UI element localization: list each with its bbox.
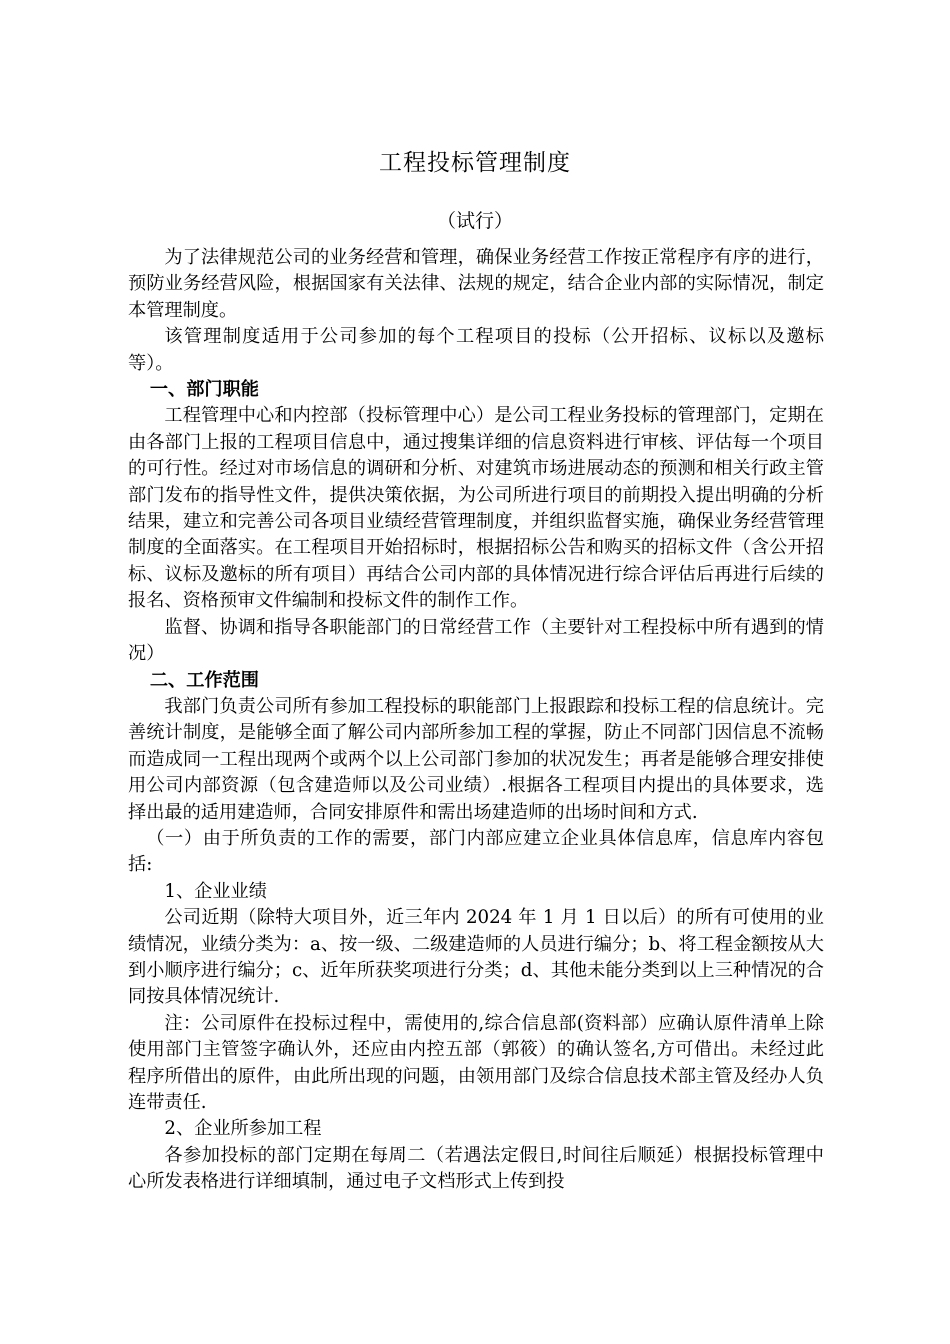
subsection-paragraph: （一）由于所负责的工作的需要，部门内部应建立企业具体信息库，信息库内容包括:: [128, 827, 824, 876]
document-body: [128, 245, 824, 1196]
body-paragraph: 1、企业业绩: [164, 880, 267, 902]
section-heading: 一、部门职能: [149, 379, 259, 401]
body-paragraph: 公司近期（除特大项目外，近三年内 2024 年 1 月 1 日以后）的所有可使用的业绩情况，业绩分类为：a、按一级、二级建造师的人员进行编分；b、将工程金额按从大到小顺序进行编分；c、近年所获奖项进行分类；d、其他未能分类到以上三种情况的合同按具体情况统计.: [128, 907, 824, 1008]
body-paragraph: 注：公司原件在投标过程中，需使用的,综合信息部(资料部）应确认原件清单上除使用部门主管签字确认外，还应由内控五部（郭筱）的确认签名,方可借出。未经过此程序所借出的原件，由此所出现的问题，由领用部门及综合信息技术部主管及经办人负连带责任.: [128, 1012, 824, 1113]
body-paragraph: 2、企业所参加工程: [164, 1118, 322, 1140]
body-paragraph: 各参加投标的部门定期在每周二（若遇法定假日,时间往后顺延）根据投标管理中心所发表格进行详细填制，通过电子文档形式上传到投: [128, 1144, 824, 1193]
section-heading: 二、工作范围: [149, 669, 259, 691]
body-paragraph: 我部门负责公司所有参加工程投标的职能部门上报跟踪和投标工程的信息统计。完善统计制度，是能够全面了解公司内部所参加工程的掌握，防止不同部门因信息不流畅而造成同一工程出现两个或两个以上公司部门参加的状况发生；再者是能够合理安排使用公司内部资源（包含建造师以及公司业绩）.根据各工程项目内提出的具体要求，选择出最的适用建造师，合同安排原件和需出场建造师的出场时间和方式.: [128, 695, 824, 823]
document-subtitle: （试行）: [436, 210, 513, 232]
body-paragraph: 为了法律规范公司的业务经营和管理，确保业务经营工作按正常程序有序的进行，预防业务经营风险，根据国家有关法律、法规的规定，结合企业内部的实际情况，制定本管理制度。: [128, 247, 824, 321]
document-title: 工程投标管理制度: [379, 150, 571, 176]
body-paragraph: 监督、协调和指导各职能部门的日常经营工作（主要针对工程投标中所有遇到的情况）: [128, 616, 824, 665]
body-paragraph: 工程管理中心和内控部（投标管理中心）是公司工程业务投标的管理部门，定期在由各部门上报的工程项目信息中，通过搜集详细的信息资料进行审核、评估每一个项目的可行性。经过对市场信息的调研和分析、对建筑市场进展动态的预测和相关行政主管部门发布的指导性文件，提供决策依据，为公司所进行项目的前期投入提出明确的分析结果，建立和完善公司各项目业绩经营管理制度，并组织监督实施，确保业务经营管理制度的全面落实。在工程项目开始招标时，根据招标公告和购买的招标文件（含公开招标、议标及邀标的所有项目）再结合公司内部的具体情况进行综合评估后再进行后续的报名、资格预审文件编制和投标文件的制作工作。: [128, 405, 824, 612]
body-paragraph: 该管理制度适用于公司参加的每个工程项目的投标（公开招标、议标以及邀标等）。: [128, 326, 824, 374]
